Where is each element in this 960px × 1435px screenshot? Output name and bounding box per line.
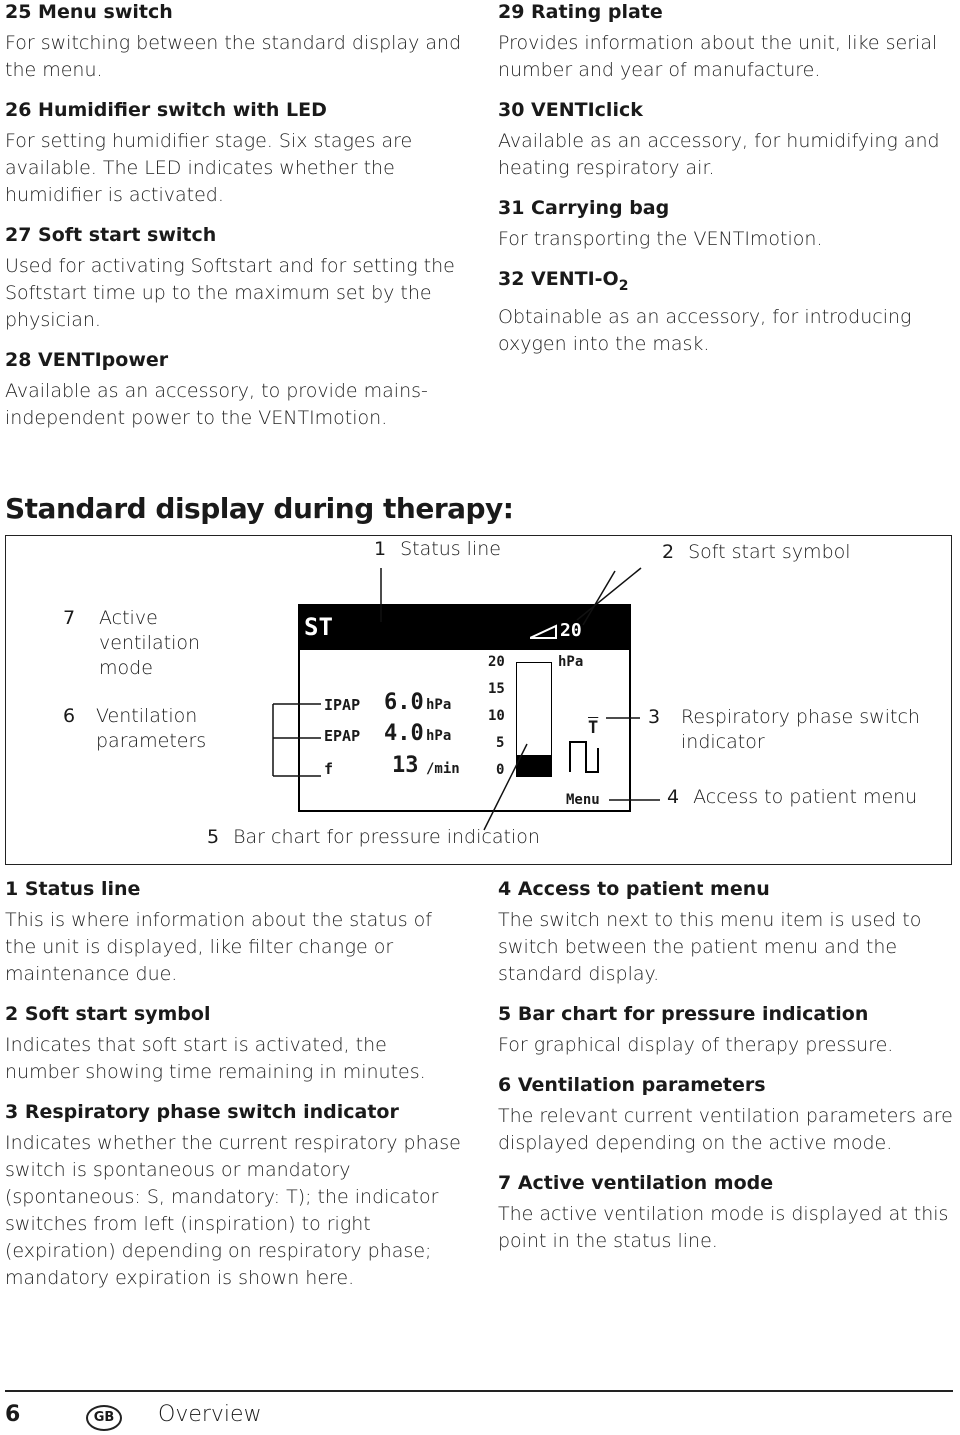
section-heading: 30 VENTIclick: [498, 99, 643, 121]
callout-number: 1: [374, 538, 387, 560]
section-body: Obtainable as an accessory, for introducing oxygen into the mask.: [498, 305, 912, 355]
section-heading: 27 Soft start switch: [5, 224, 217, 246]
section-body: Available as an accessory, for humidifying and heating respiratory air.: [498, 130, 940, 179]
param-value-f: 13: [392, 753, 419, 778]
callout-number: 3: [648, 706, 661, 728]
section-heading: 28 VENTIpower: [5, 349, 169, 371]
callout-text: Access to patient menu: [693, 786, 918, 808]
section-body: Available as an accessory, to provide mains-independent power to the VENTImotion.: [5, 380, 428, 429]
section-heading: 31 Carrying bag: [498, 197, 670, 219]
section-body: For switching between the standard display and the menu.: [5, 32, 462, 81]
param-name-ipap: IPAP: [324, 696, 361, 714]
callout-number: 2: [662, 541, 675, 563]
param-value-ipap: 6.0: [384, 690, 424, 715]
section-body: This is where information about the status of the unit is displayed, like filter change or maintenance due.: [5, 909, 432, 985]
bottom-left-column: [5, 877, 465, 1306]
bottom-right-column: [498, 877, 953, 1269]
param-unit-ipap: hPa: [426, 697, 452, 713]
heading-subscript: 2: [618, 277, 629, 294]
page-number: 6: [5, 1402, 21, 1427]
bar-tick: 0: [496, 762, 505, 778]
section-heading: 3 Respiratory phase switch indicator: [5, 1101, 399, 1123]
mode-indicator: ST: [304, 613, 333, 641]
section-body: For transporting the VENTImotion.: [498, 228, 823, 250]
section-body: For graphical display of therapy pressure.: [498, 1034, 894, 1056]
phase-label: $\overline{T}$: [588, 718, 599, 738]
bar-tick: 10: [488, 708, 505, 724]
section-ventilation-params: [498, 1073, 953, 1157]
callout-number: 5: [207, 826, 220, 848]
footer-rule: [5, 1390, 953, 1392]
section-body: The active ventilation mode is displayed at this point in the status line.: [498, 1203, 949, 1252]
section-body: Indicates that soft start is activated, the number showing time remaining in minutes.: [5, 1034, 426, 1083]
section-heading: 5 Bar chart for pressure indication: [498, 1003, 869, 1025]
bar-tick: 15: [488, 681, 505, 697]
section-patient-menu: [498, 877, 953, 988]
softstart-minutes: 20: [560, 620, 582, 641]
section-body: Used for activating Softstart and for setting the Softstart time up to the maximum set by the physician.: [5, 255, 455, 331]
param-name-epap: EPAP: [324, 727, 361, 745]
callout-text: Bar chart for pressure indication: [233, 826, 540, 848]
section-heading: 6 Ventilation parameters: [498, 1074, 766, 1096]
callout-number: 6: [63, 705, 76, 727]
section-phase-indicator: [5, 1100, 465, 1292]
section-body: The switch next to this menu item is used to switch between the patient menu and the standard display.: [498, 909, 922, 985]
section-body: Indicates whether the current respiratory phase switch is spontaneous or mandatory (spontaneous: S, mandatory: T); the indicator switches from left (inspiration) to right (expiration) depending on respiratory phase; mandatory expiration is shown here.: [5, 1132, 461, 1289]
section-soft-start: [5, 1002, 465, 1086]
section-heading: 7 Active ventilation mode: [498, 1172, 774, 1194]
diagram-title: Standard display during therapy:: [5, 492, 514, 525]
callout-text: Status line: [400, 538, 501, 560]
language-badge: GB: [86, 1405, 122, 1431]
menu-label[interactable]: Menu: [566, 792, 600, 808]
section-heading: 2 Soft start symbol: [5, 1003, 211, 1025]
section-body: Provides information about the unit, like serial number and year of manufacture.: [498, 32, 938, 81]
bar-tick: 20: [488, 654, 505, 670]
section-heading: 4 Access to patient menu: [498, 878, 770, 900]
section-name: Overview: [158, 1402, 262, 1427]
callout-number: 4: [667, 786, 680, 808]
bar-unit: hPa: [558, 654, 584, 670]
section-heading: 1 Status line: [5, 878, 141, 900]
section-bar-chart: [498, 1002, 953, 1059]
section-body: The relevant current ventilation parameters are displayed depending on the active mode.: [498, 1105, 953, 1154]
heading-text: 32 VENTI-O: [498, 268, 619, 290]
bar-tick: 5: [496, 735, 505, 751]
callout-text: Soft start symbol: [688, 541, 851, 563]
section-heading: 26 Humidifier switch with LED: [5, 99, 327, 121]
param-value-epap: 4.0: [384, 721, 424, 746]
section-status-line: [5, 877, 465, 988]
param-name-f: f: [324, 760, 334, 778]
callout-text: Active ventilation mode: [99, 607, 201, 679]
callout-text: Respiratory phase switch indicator: [681, 706, 920, 753]
section-heading: 25 Menu switch: [5, 1, 173, 23]
section-heading: 29 Rating plate: [498, 1, 663, 23]
param-unit-epap: hPa: [426, 728, 452, 744]
section-body: For setting humidifier stage. Six stages are available. The LED indicates whether the humidifier is activated.: [5, 130, 413, 206]
callout-text: Ventilation parameters: [96, 705, 207, 752]
section-active-mode: [498, 1171, 953, 1255]
param-unit-f: /min: [426, 761, 460, 777]
callout-number: 7: [63, 607, 76, 629]
